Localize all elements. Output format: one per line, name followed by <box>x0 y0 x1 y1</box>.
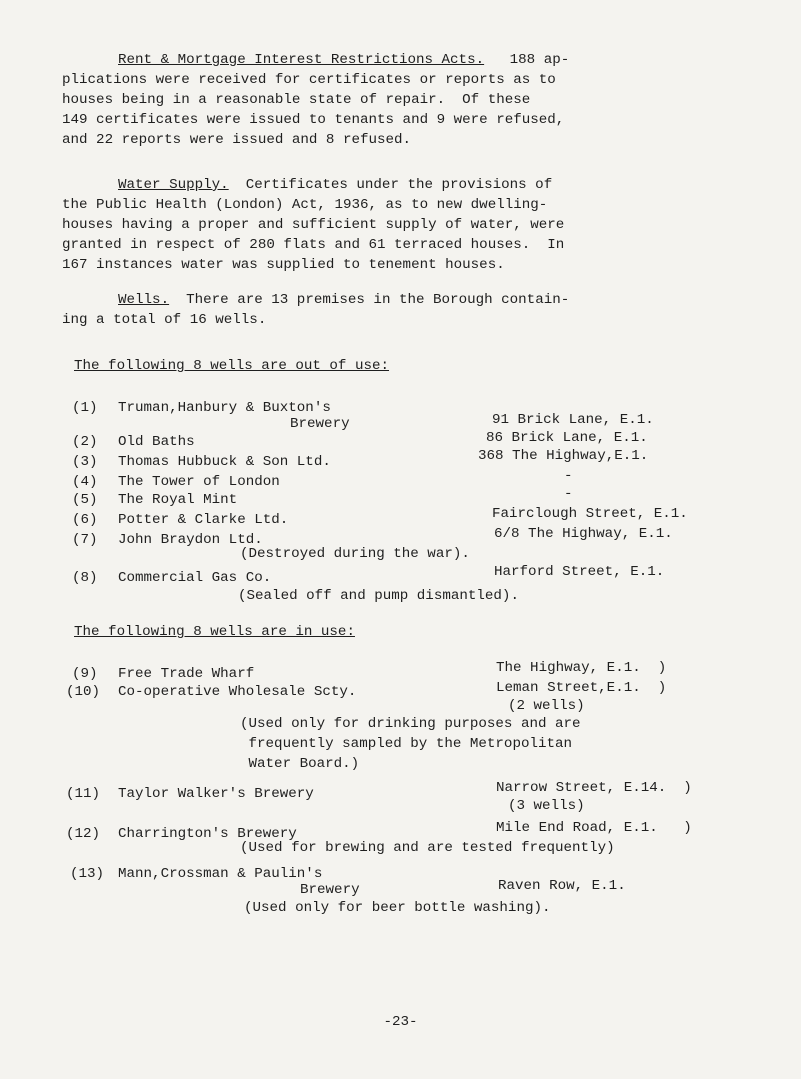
in-use-heading: The following 8 wells are in use: <box>74 624 355 640</box>
list-item-address: 368 The Highway,E.1. <box>478 448 649 464</box>
list-item-address-detail: (2 wells) <box>508 698 585 714</box>
list-item-address: Harford Street, E.1. <box>494 564 665 580</box>
list-item-address: - <box>564 468 573 484</box>
list-item-number: (10) <box>66 684 101 700</box>
list-item-name: Potter & Clarke Ltd. <box>118 512 289 528</box>
out-of-use-heading: The following 8 wells are out of use: <box>74 358 390 374</box>
list-item-address: 6/8 The Highway, E.1. <box>494 526 673 542</box>
list-item-address: - <box>564 486 573 502</box>
list-item-number: (2) <box>72 434 98 450</box>
rent-paragraph <box>62 50 752 150</box>
list-item-number: (11) <box>66 786 101 802</box>
list-item-name: The Royal Mint <box>118 492 238 508</box>
list-item-name-continued: Brewery <box>300 882 360 898</box>
list-item-name-continued: Brewery <box>290 416 350 432</box>
list-item-number: (5) <box>72 492 98 508</box>
wells-heading: Wells. <box>118 292 170 308</box>
list-item-note: (Used only for beer bottle washing). <box>244 900 551 916</box>
water-paragraph <box>62 175 752 275</box>
list-item-number: (13) <box>70 866 105 882</box>
page-number: -23- <box>383 1014 418 1030</box>
rent-text: 188 ap- plications were received for certificates or reports as to houses being in a reasonable state of repair. Of these 149 certificates were issued to tenants and 9 were refused, and 22 reports were issued and 8 refused. <box>62 52 570 148</box>
list-item-name: John Braydon Ltd. <box>118 532 263 548</box>
wells-text: There are 13 premises in the Borough contain- ing a total of 16 wells. <box>62 292 570 328</box>
wells-paragraph <box>62 290 752 330</box>
list-item-number: (7) <box>72 532 98 548</box>
list-item-number: (3) <box>72 454 98 470</box>
list-item-name: Commercial Gas Co. <box>118 570 272 586</box>
list-item-name: Truman,Hanbury & Buxton's <box>118 400 331 416</box>
list-item-address: Narrow Street, E.14. ) <box>496 780 692 796</box>
list-item-note: (Sealed off and pump dismantled). <box>238 588 519 604</box>
list-item-name: Taylor Walker's Brewery <box>118 786 314 802</box>
list-item-name: The Tower of London <box>118 474 280 490</box>
list-item-address: Raven Row, E.1. <box>498 878 626 894</box>
list-item-address: Mile End Road, E.1. ) <box>496 820 692 836</box>
water-text: Certificates under the provisions of the Public Health (London) Act, 1936, as to new dwelling- houses having a proper and sufficient supply of water, were granted in respect of 280 flats and 61 terraced houses. In 167 instances water was supplied to tenement houses. <box>62 177 565 273</box>
water-heading: Water Supply. <box>118 177 229 193</box>
rent-heading: Rent & Mortgage Interest Restrictions Acts. <box>118 52 485 68</box>
list-item-number: (8) <box>72 570 98 586</box>
list-item-address: The Highway, E.1. ) <box>496 660 667 676</box>
list-item-name: Co-operative Wholesale Scty. <box>118 684 357 700</box>
list-item-number: (12) <box>66 826 101 842</box>
list-item-note: (Destroyed during the war). <box>240 546 470 562</box>
list-item-number: (4) <box>72 474 98 490</box>
list-item-note: (Used only for drinking purposes and are frequently sampled by the Metropolitan Water Board.) <box>240 716 581 772</box>
list-item-address: 91 Brick Lane, E.1. <box>492 412 654 428</box>
list-item-name: Mann,Crossman & Paulin's <box>118 866 323 882</box>
list-item-name: Thomas Hubbuck & Son Ltd. <box>118 454 331 470</box>
list-item-name: Old Baths <box>118 434 195 450</box>
list-item-name: Charrington's Brewery <box>118 826 297 842</box>
list-item-address: Leman Street,E.1. ) <box>496 680 667 696</box>
list-item-address-detail: (3 wells) <box>508 798 585 814</box>
list-item-note: (Used for brewing and are tested frequently) <box>240 840 615 856</box>
list-item-number: (6) <box>72 512 98 528</box>
list-item-number: (9) <box>72 666 98 682</box>
list-item-number: (1) <box>72 400 98 416</box>
list-item-name: Free Trade Wharf <box>118 666 255 682</box>
list-item-address: 86 Brick Lane, E.1. <box>486 430 648 446</box>
list-item-address: Fairclough Street, E.1. <box>492 506 688 522</box>
